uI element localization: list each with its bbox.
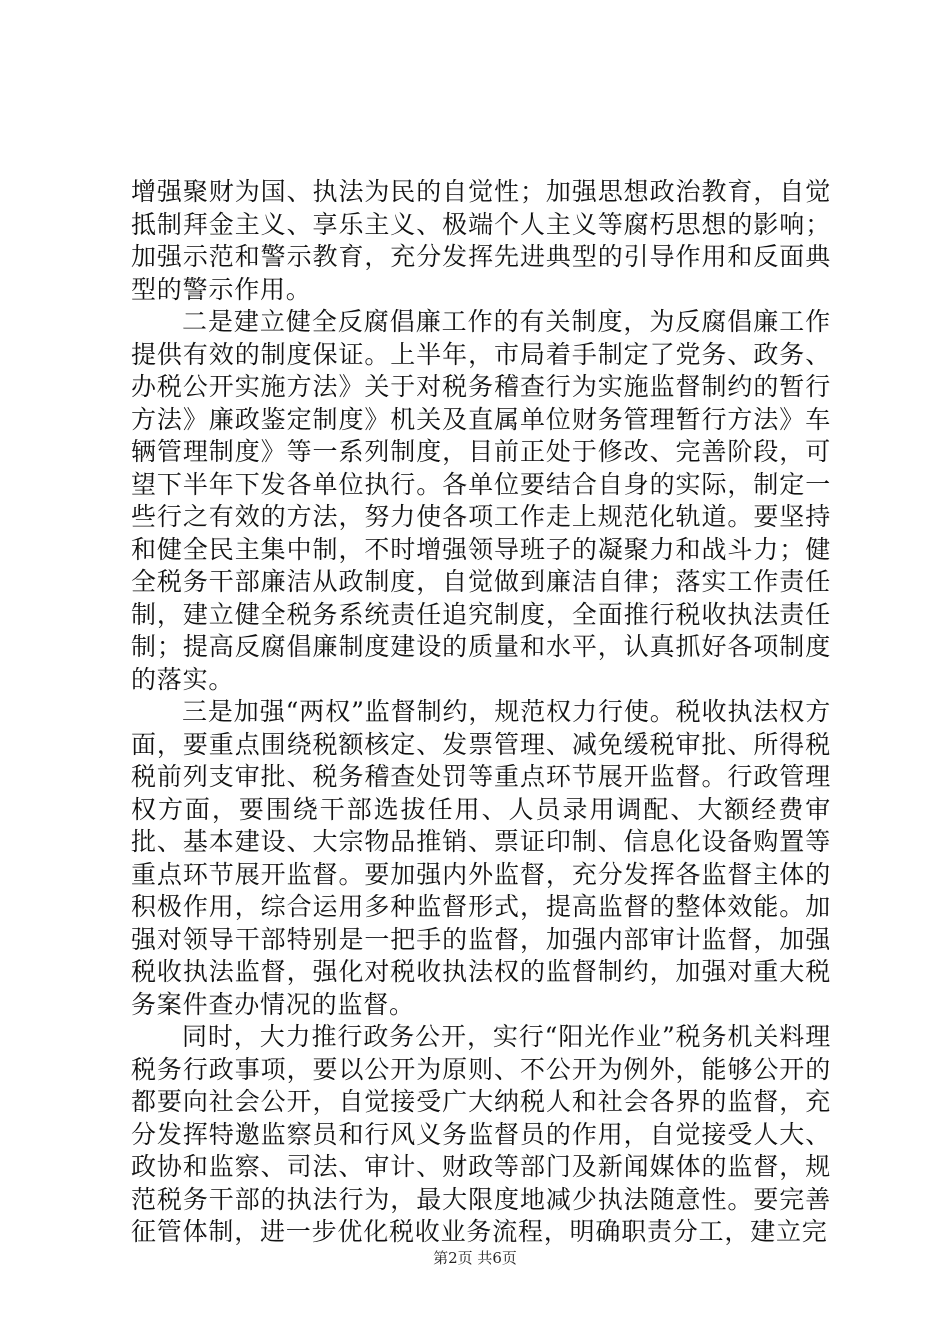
paragraph-1: 增强聚财为国、执法为民的自觉性；加强思想政治教育，自觉抵制拜金主义、享乐主义、极端个人主义等腐朽思想的影响；加强示范和警示教育，充分发挥先进典型的引导作用和反面典型的警示作用。	[131, 177, 831, 304]
page-number-footer: 第2页 共6页	[433, 1249, 517, 1267]
paragraph-2: 二是建立健全反腐倡廉工作的有关制度，为反腐倡廉工作提供有效的制度保证。上半年，市局着手制定了党务、政务、办税公开实施方法》关于对税务稽查行为实施监督制约的暂行方法》廉政鉴定制度》机关及直属单位财务管理暂行方法》车辆管理制度》等一系列制度，目前正处于修改、完善阶段，可望下半年下发各单位执行。各单位要结合自身的实际，制定一些行之有效的方法，努力使各项工作走上规范化轨道。要坚持和健全民主集中制，不时增强领导班子的凝聚力和战斗力；健全税务干部廉洁从政制度，自觉做到廉洁自律；落实工作责任制，建立健全税务系统责任追究制度，全面推行税收执法责任制；提高反腐倡廉制度建设的质量和水平，认真抓好各项制度的落实。	[131, 307, 831, 694]
paragraph-3: 三是加强“两权”监督制约，规范权力行使。税收执法权方面，要重点围绕税额核定、发票管理、减免缓税审批、所得税税前列支审批、税务稽查处罚等重点环节展开监督。行政管理权方面，要围绕干部选拔任用、人员录用调配、大额经费审批、基本建设、大宗物品推销、票证印制、信息化设备购置等重点环节展开监督。要加强内外监督，充分发挥各监督主体的积极作用，综合运用多种监督形式，提高监督的整体效能。加强对领导干部特别是一把手的监督，加强内部审计监督，加强税收执法监督，强化对税收执法权的监督制约，加强对重大税务案件查办情况的监督。	[131, 697, 831, 1019]
document-body	[131, 176, 831, 1249]
paragraph-4: 同时，大力推行政务公开，实行“阳光作业”税务机关料理税务行政事项，要以公开为原则、不公开为例外，能够公开的都要向社会公开，自觉接受广大纳税人和社会各界的监督，充分发挥特邀监察员和行风义务监督员的作用，自觉接受人大、政协和监察、司法、审计、财政等部门及新闻媒体的监督，规范税务干部的执法行为，最大限度地减少执法随意性。要完善征管体制，进一步优化税收业务流程，明确职责分工，建立完	[131, 1022, 831, 1246]
